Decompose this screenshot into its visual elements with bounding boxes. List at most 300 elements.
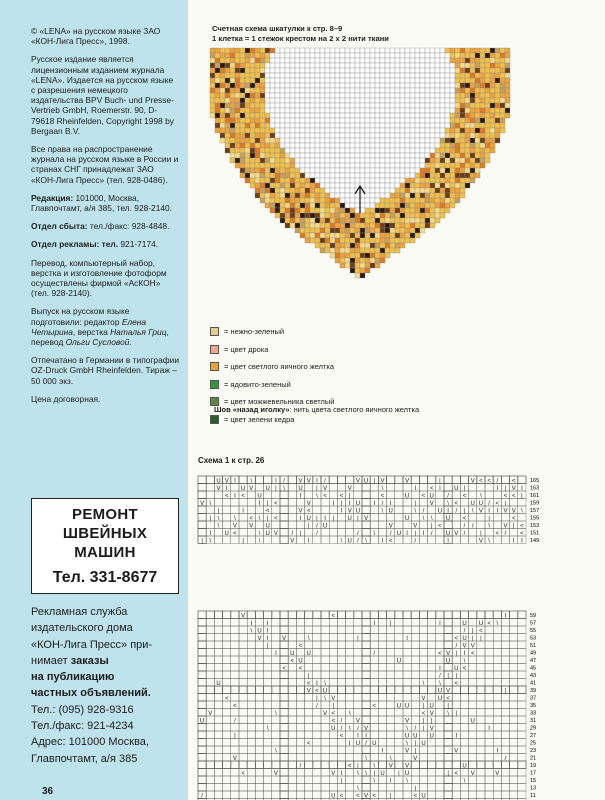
heart-cell xyxy=(385,113,390,118)
heart-cell xyxy=(280,163,285,168)
heart-cell xyxy=(300,83,305,88)
row-number-label: 37 xyxy=(530,695,537,702)
heart-cell xyxy=(485,128,490,133)
heart-cell xyxy=(210,73,215,78)
stitch-symbol: < xyxy=(503,493,508,500)
heart-cell xyxy=(470,58,475,63)
heart-cell xyxy=(365,188,370,193)
heart-cell xyxy=(490,118,495,123)
heart-cell xyxy=(405,158,410,163)
row-number-label: 29 xyxy=(530,725,537,732)
heart-cell xyxy=(220,53,225,58)
heart-cell xyxy=(370,243,375,248)
heart-cell xyxy=(390,48,395,53)
scheme-cell xyxy=(485,694,493,702)
heart-cell xyxy=(385,68,390,73)
heart-cell xyxy=(435,138,440,143)
heart-cell xyxy=(490,73,495,78)
heart-cell xyxy=(275,108,280,113)
stitch-symbol: | xyxy=(209,515,212,522)
heart-cell xyxy=(490,83,495,88)
stitch-symbol: \ xyxy=(488,523,490,530)
scheme-cell xyxy=(436,739,444,747)
heart-cell xyxy=(430,118,435,123)
scheme-cell xyxy=(403,784,411,792)
scheme-cell xyxy=(460,679,468,687)
heart-cell xyxy=(270,208,275,213)
heart-cell xyxy=(355,268,360,273)
stitch-symbol: I xyxy=(266,620,269,627)
scheme-cell xyxy=(214,701,222,709)
heart-cell xyxy=(495,78,500,83)
heart-cell xyxy=(345,83,350,88)
scheme-cell xyxy=(460,611,468,619)
heart-cell xyxy=(255,108,260,113)
scheme-cell xyxy=(280,506,288,514)
heart-cell xyxy=(310,198,315,203)
heart-cell xyxy=(290,63,295,68)
heart-cell xyxy=(335,218,340,223)
scheme-cell xyxy=(387,476,395,484)
scheme-cell xyxy=(223,686,231,694)
stitch-symbol: U xyxy=(445,515,451,522)
stitch-symbol: | xyxy=(480,635,482,642)
license-text: Русское издание является лицензионным изданием журнала «LENA». Издается на русском языке с разрешения немецкого издательства BPV Buch- und Presse-Vertrieb GmbH, Roemerstr. 90, D-79618 Rheinfelden, Copyright 1998 by Bergaan B.V. xyxy=(31,54,174,136)
heart-cell xyxy=(425,183,430,188)
scheme-cell xyxy=(337,656,345,664)
heart-cell xyxy=(280,98,285,103)
heart-cell xyxy=(315,53,320,58)
scheme-cell xyxy=(510,784,518,792)
scheme-cell xyxy=(264,536,272,544)
stitch-symbol: \ xyxy=(422,680,425,687)
heart-cell xyxy=(355,223,360,228)
heart-cell xyxy=(425,58,430,63)
heart-cell xyxy=(275,148,280,153)
scheme-cell xyxy=(305,791,313,799)
scheme-cell xyxy=(444,731,452,739)
heart-cell xyxy=(335,58,340,63)
stitch-symbol: | xyxy=(512,523,515,530)
heart-cell xyxy=(365,218,370,223)
stitch-symbol: I xyxy=(455,733,458,740)
heart-cell xyxy=(370,233,375,238)
heart-cell xyxy=(360,273,365,278)
heart-cell xyxy=(425,138,430,143)
heart-cell xyxy=(445,163,450,168)
heart-cell xyxy=(260,123,265,128)
heart-cell xyxy=(320,133,325,138)
heart-cell xyxy=(480,93,485,98)
scheme-cell xyxy=(403,664,411,672)
heart-cell xyxy=(440,113,445,118)
scheme-cell xyxy=(346,686,354,694)
heart-cell xyxy=(365,158,370,163)
heart-cell xyxy=(340,108,345,113)
scheme-cell xyxy=(485,641,493,649)
scheme-cell xyxy=(206,626,214,634)
heart-cell xyxy=(270,178,275,183)
heart-cell xyxy=(385,228,390,233)
heart-cell xyxy=(290,118,295,123)
scheme-cell xyxy=(411,634,419,642)
heart-cell xyxy=(245,143,250,148)
scheme-cell xyxy=(493,754,501,762)
stitch-symbol: \ xyxy=(406,725,408,732)
heart-cell xyxy=(280,203,285,208)
heart-cell xyxy=(295,143,300,148)
stitch-symbol: < xyxy=(438,650,442,657)
heart-cell xyxy=(255,133,260,138)
stitch-note-text: : нить цвета светлого яичного желтка xyxy=(289,405,420,414)
stitch-symbol: \ xyxy=(496,620,499,627)
heart-cell xyxy=(355,203,360,208)
heart-cell xyxy=(455,63,460,68)
heart-cell xyxy=(345,178,350,183)
scheme-cell xyxy=(239,694,247,702)
scheme-cell xyxy=(403,626,411,634)
stitch-symbol: < xyxy=(454,500,459,507)
heart-cell xyxy=(385,248,390,253)
heart-cell xyxy=(480,88,485,93)
scheme-cell xyxy=(247,529,255,537)
heart-cell xyxy=(320,63,325,68)
heart-cell xyxy=(460,143,465,148)
scheme-cell xyxy=(321,739,329,747)
heart-cell xyxy=(335,103,340,108)
heart-cell xyxy=(345,138,350,143)
row-number-label: 33 xyxy=(530,710,537,717)
stitch-symbol: U xyxy=(470,718,475,725)
scheme-cell xyxy=(313,506,321,514)
scheme-cell xyxy=(370,784,378,792)
stitch-symbol: V xyxy=(331,770,336,777)
repair-line-2: ШВЕЙНЫХ xyxy=(62,525,148,542)
heart-cell xyxy=(480,153,485,158)
scheme-cell xyxy=(313,731,321,739)
stitch-symbol: V xyxy=(364,515,369,522)
stitch-symbol: \ xyxy=(447,710,449,717)
heart-cell xyxy=(345,238,350,243)
heart-cell xyxy=(315,213,320,218)
scheme-cell xyxy=(255,619,263,627)
heart-cell xyxy=(380,63,385,68)
heart-cell xyxy=(505,48,510,53)
stitch-symbol: \ xyxy=(463,658,466,665)
heart-cell xyxy=(410,88,415,93)
heart-cell xyxy=(315,108,320,113)
heart-cell xyxy=(420,188,425,193)
heart-cell xyxy=(305,123,310,128)
scheme-cell xyxy=(493,739,501,747)
heart-cell xyxy=(340,168,345,173)
heart-cell xyxy=(425,143,430,148)
scheme-cell xyxy=(362,484,370,492)
heart-cell xyxy=(360,163,365,168)
scheme-cell xyxy=(387,611,395,619)
heart-cell xyxy=(325,188,330,193)
scheme-cell xyxy=(272,611,280,619)
heart-cell xyxy=(440,188,445,193)
heart-cell xyxy=(415,143,420,148)
heart-cell xyxy=(230,53,235,58)
heart-cell xyxy=(330,168,335,173)
heart-cell xyxy=(450,68,455,73)
stitch-symbol: V xyxy=(388,763,393,770)
heart-cell xyxy=(270,173,275,178)
scheme-cell xyxy=(501,769,509,777)
heart-cell xyxy=(485,68,490,73)
scheme-cell xyxy=(518,754,526,762)
heart-cell xyxy=(425,123,430,128)
heart-cell xyxy=(475,78,480,83)
heart-cell xyxy=(290,83,295,88)
stitch-symbol: / xyxy=(488,500,490,507)
heart-cell xyxy=(290,53,295,58)
heart-cell xyxy=(460,58,465,63)
scheme-cell xyxy=(510,626,518,634)
heart-cell xyxy=(365,108,370,113)
scheme-cell xyxy=(288,611,296,619)
scheme-cell xyxy=(378,784,386,792)
scheme-cell xyxy=(337,626,345,634)
heart-cell xyxy=(405,223,410,228)
scheme-cell xyxy=(387,716,395,724)
heart-cell xyxy=(370,88,375,93)
heart-cell xyxy=(280,128,285,133)
scheme-cell xyxy=(272,619,280,627)
heart-cell xyxy=(460,138,465,143)
scheme-cell xyxy=(510,529,518,537)
heart-cell xyxy=(475,53,480,58)
heart-cell xyxy=(365,203,370,208)
heart-cell xyxy=(400,78,405,83)
heart-cell xyxy=(280,88,285,93)
scheme-cell xyxy=(313,664,321,672)
heart-cell xyxy=(275,118,280,123)
scheme-cell xyxy=(206,476,214,484)
scheme-cell xyxy=(239,686,247,694)
heart-cell xyxy=(360,248,365,253)
heart-cell xyxy=(400,243,405,248)
heart-cell xyxy=(405,53,410,58)
scheme-cell xyxy=(428,476,436,484)
heart-cell xyxy=(375,218,380,223)
heart-cell xyxy=(340,83,345,88)
heart-cell xyxy=(400,118,405,123)
stitch-symbol: \ xyxy=(348,710,351,717)
scheme-cell xyxy=(288,484,296,492)
scheme-cell xyxy=(264,679,272,687)
scheme-cell xyxy=(223,506,231,514)
scheme-cell xyxy=(272,634,280,642)
heart-cell xyxy=(420,133,425,138)
heart-cell xyxy=(355,138,360,143)
heart-cell xyxy=(470,93,475,98)
heart-cell xyxy=(420,68,425,73)
heart-cell xyxy=(480,48,485,53)
scheme-cell xyxy=(395,499,403,507)
heart-cell xyxy=(330,73,335,78)
heart-cell xyxy=(330,63,335,68)
scheme-cell xyxy=(321,784,329,792)
heart-cell xyxy=(330,208,335,213)
stitch-symbol: | xyxy=(266,643,269,650)
heart-cell xyxy=(320,53,325,58)
heart-cell xyxy=(310,223,315,228)
heart-cell xyxy=(360,148,365,153)
scheme-cell xyxy=(493,761,501,769)
heart-cell xyxy=(370,163,375,168)
heart-cell xyxy=(465,138,470,143)
heart-cell xyxy=(415,168,420,173)
scheme-cell xyxy=(239,634,247,642)
scheme-cell xyxy=(395,731,403,739)
heart-cell xyxy=(265,198,270,203)
heart-cell xyxy=(280,143,285,148)
stitch-symbol: < xyxy=(233,703,237,710)
heart-pattern-grid xyxy=(210,48,530,353)
scheme-cell xyxy=(469,514,477,522)
heart-cell xyxy=(320,193,325,198)
heart-cell xyxy=(275,213,280,218)
heart-cell xyxy=(325,153,330,158)
heart-cell xyxy=(265,173,270,178)
scheme-cell xyxy=(436,701,444,709)
stitch-symbol: I xyxy=(340,770,343,777)
scheme-cell xyxy=(419,536,427,544)
scheme-cell xyxy=(411,709,419,717)
scheme-cell xyxy=(288,491,296,499)
stitch-symbol: \ xyxy=(373,530,376,537)
heart-cell xyxy=(450,93,455,98)
heart-cell xyxy=(335,108,340,113)
stitch-symbol: U xyxy=(363,478,369,485)
heart-cell xyxy=(250,83,255,88)
heart-cell xyxy=(410,48,415,53)
legend-label: = цвет дрока xyxy=(224,344,269,354)
heart-cell xyxy=(400,233,405,238)
heart-cell xyxy=(460,73,465,78)
heart-cell xyxy=(245,168,250,173)
heart-cell xyxy=(300,168,305,173)
heart-cell xyxy=(285,58,290,63)
scheme-cell xyxy=(395,634,403,642)
heart-cell xyxy=(280,93,285,98)
heart-cell xyxy=(405,143,410,148)
heart-cell xyxy=(490,63,495,68)
stitch-symbol: V xyxy=(405,478,410,485)
scheme-cell xyxy=(198,649,206,657)
stitch-symbol: V xyxy=(347,485,352,492)
scheme-cell xyxy=(452,784,460,792)
stitch-symbol: / xyxy=(504,530,507,537)
scheme-cell xyxy=(214,664,222,672)
heart-cell xyxy=(295,98,300,103)
heart-cell xyxy=(420,218,425,223)
scheme-cell xyxy=(214,499,222,507)
stitch-symbol: U xyxy=(478,620,484,627)
scheme-cell xyxy=(223,641,231,649)
heart-cell xyxy=(320,113,325,118)
heart-cell xyxy=(350,73,355,78)
heart-cell xyxy=(355,248,360,253)
heart-cell xyxy=(315,153,320,158)
stitch-symbol: I xyxy=(373,620,376,627)
scheme-cell xyxy=(198,514,206,522)
heart-cell xyxy=(370,203,375,208)
heart-cell xyxy=(275,208,280,213)
heart-cell xyxy=(360,233,365,238)
heart-cell xyxy=(420,223,425,228)
scheme-cell xyxy=(460,754,468,762)
heart-cell xyxy=(395,123,400,128)
heart-cell xyxy=(375,128,380,133)
scheme-cell xyxy=(444,679,452,687)
heart-cell xyxy=(465,183,470,188)
heart-cell xyxy=(315,178,320,183)
heart-cell xyxy=(455,143,460,148)
scheme-cell xyxy=(403,611,411,619)
stitch-symbol: \ xyxy=(275,748,277,755)
heart-cell xyxy=(440,168,445,173)
heart-cell xyxy=(425,53,430,58)
scheme-cell xyxy=(477,521,485,529)
stitch-symbol: U xyxy=(421,740,426,747)
heart-cell xyxy=(235,158,240,163)
heart-cell xyxy=(390,218,395,223)
scheme-cell xyxy=(428,776,436,784)
heart-cell xyxy=(485,53,490,58)
scheme-cell xyxy=(362,521,370,529)
heart-cell xyxy=(285,203,290,208)
heart-cell xyxy=(355,173,360,178)
heart-cell xyxy=(430,58,435,63)
scheme-cell xyxy=(403,619,411,627)
heart-cell xyxy=(255,173,260,178)
heart-cell xyxy=(415,213,420,218)
heart-cell xyxy=(495,103,500,108)
heart-cell xyxy=(435,73,440,78)
stitch-symbol: < xyxy=(241,493,245,500)
heart-cell xyxy=(360,168,365,173)
stitch-symbol: | xyxy=(373,770,376,777)
scheme-cell xyxy=(329,536,337,544)
heart-cell xyxy=(295,228,300,233)
heart-cell xyxy=(320,48,325,53)
heart-cell xyxy=(465,58,470,63)
heart-cell xyxy=(335,143,340,148)
heart-cell xyxy=(480,158,485,163)
heart-cell xyxy=(245,173,250,178)
heart-cell xyxy=(225,108,230,113)
heart-cell xyxy=(400,143,405,148)
scheme-cell xyxy=(231,619,239,627)
scheme-cell xyxy=(239,626,247,634)
scheme-cell xyxy=(493,626,501,634)
stitch-symbol: U xyxy=(372,740,377,747)
scheme-cell xyxy=(247,491,255,499)
scheme-grid xyxy=(194,466,564,800)
heart-cell xyxy=(455,118,460,123)
heart-cell xyxy=(240,63,245,68)
scheme-cell xyxy=(485,791,493,799)
heart-cell xyxy=(335,68,340,73)
heart-cell xyxy=(260,163,265,168)
heart-cell xyxy=(285,83,290,88)
stitch-symbol: / xyxy=(463,530,466,537)
scheme-cell xyxy=(428,679,436,687)
